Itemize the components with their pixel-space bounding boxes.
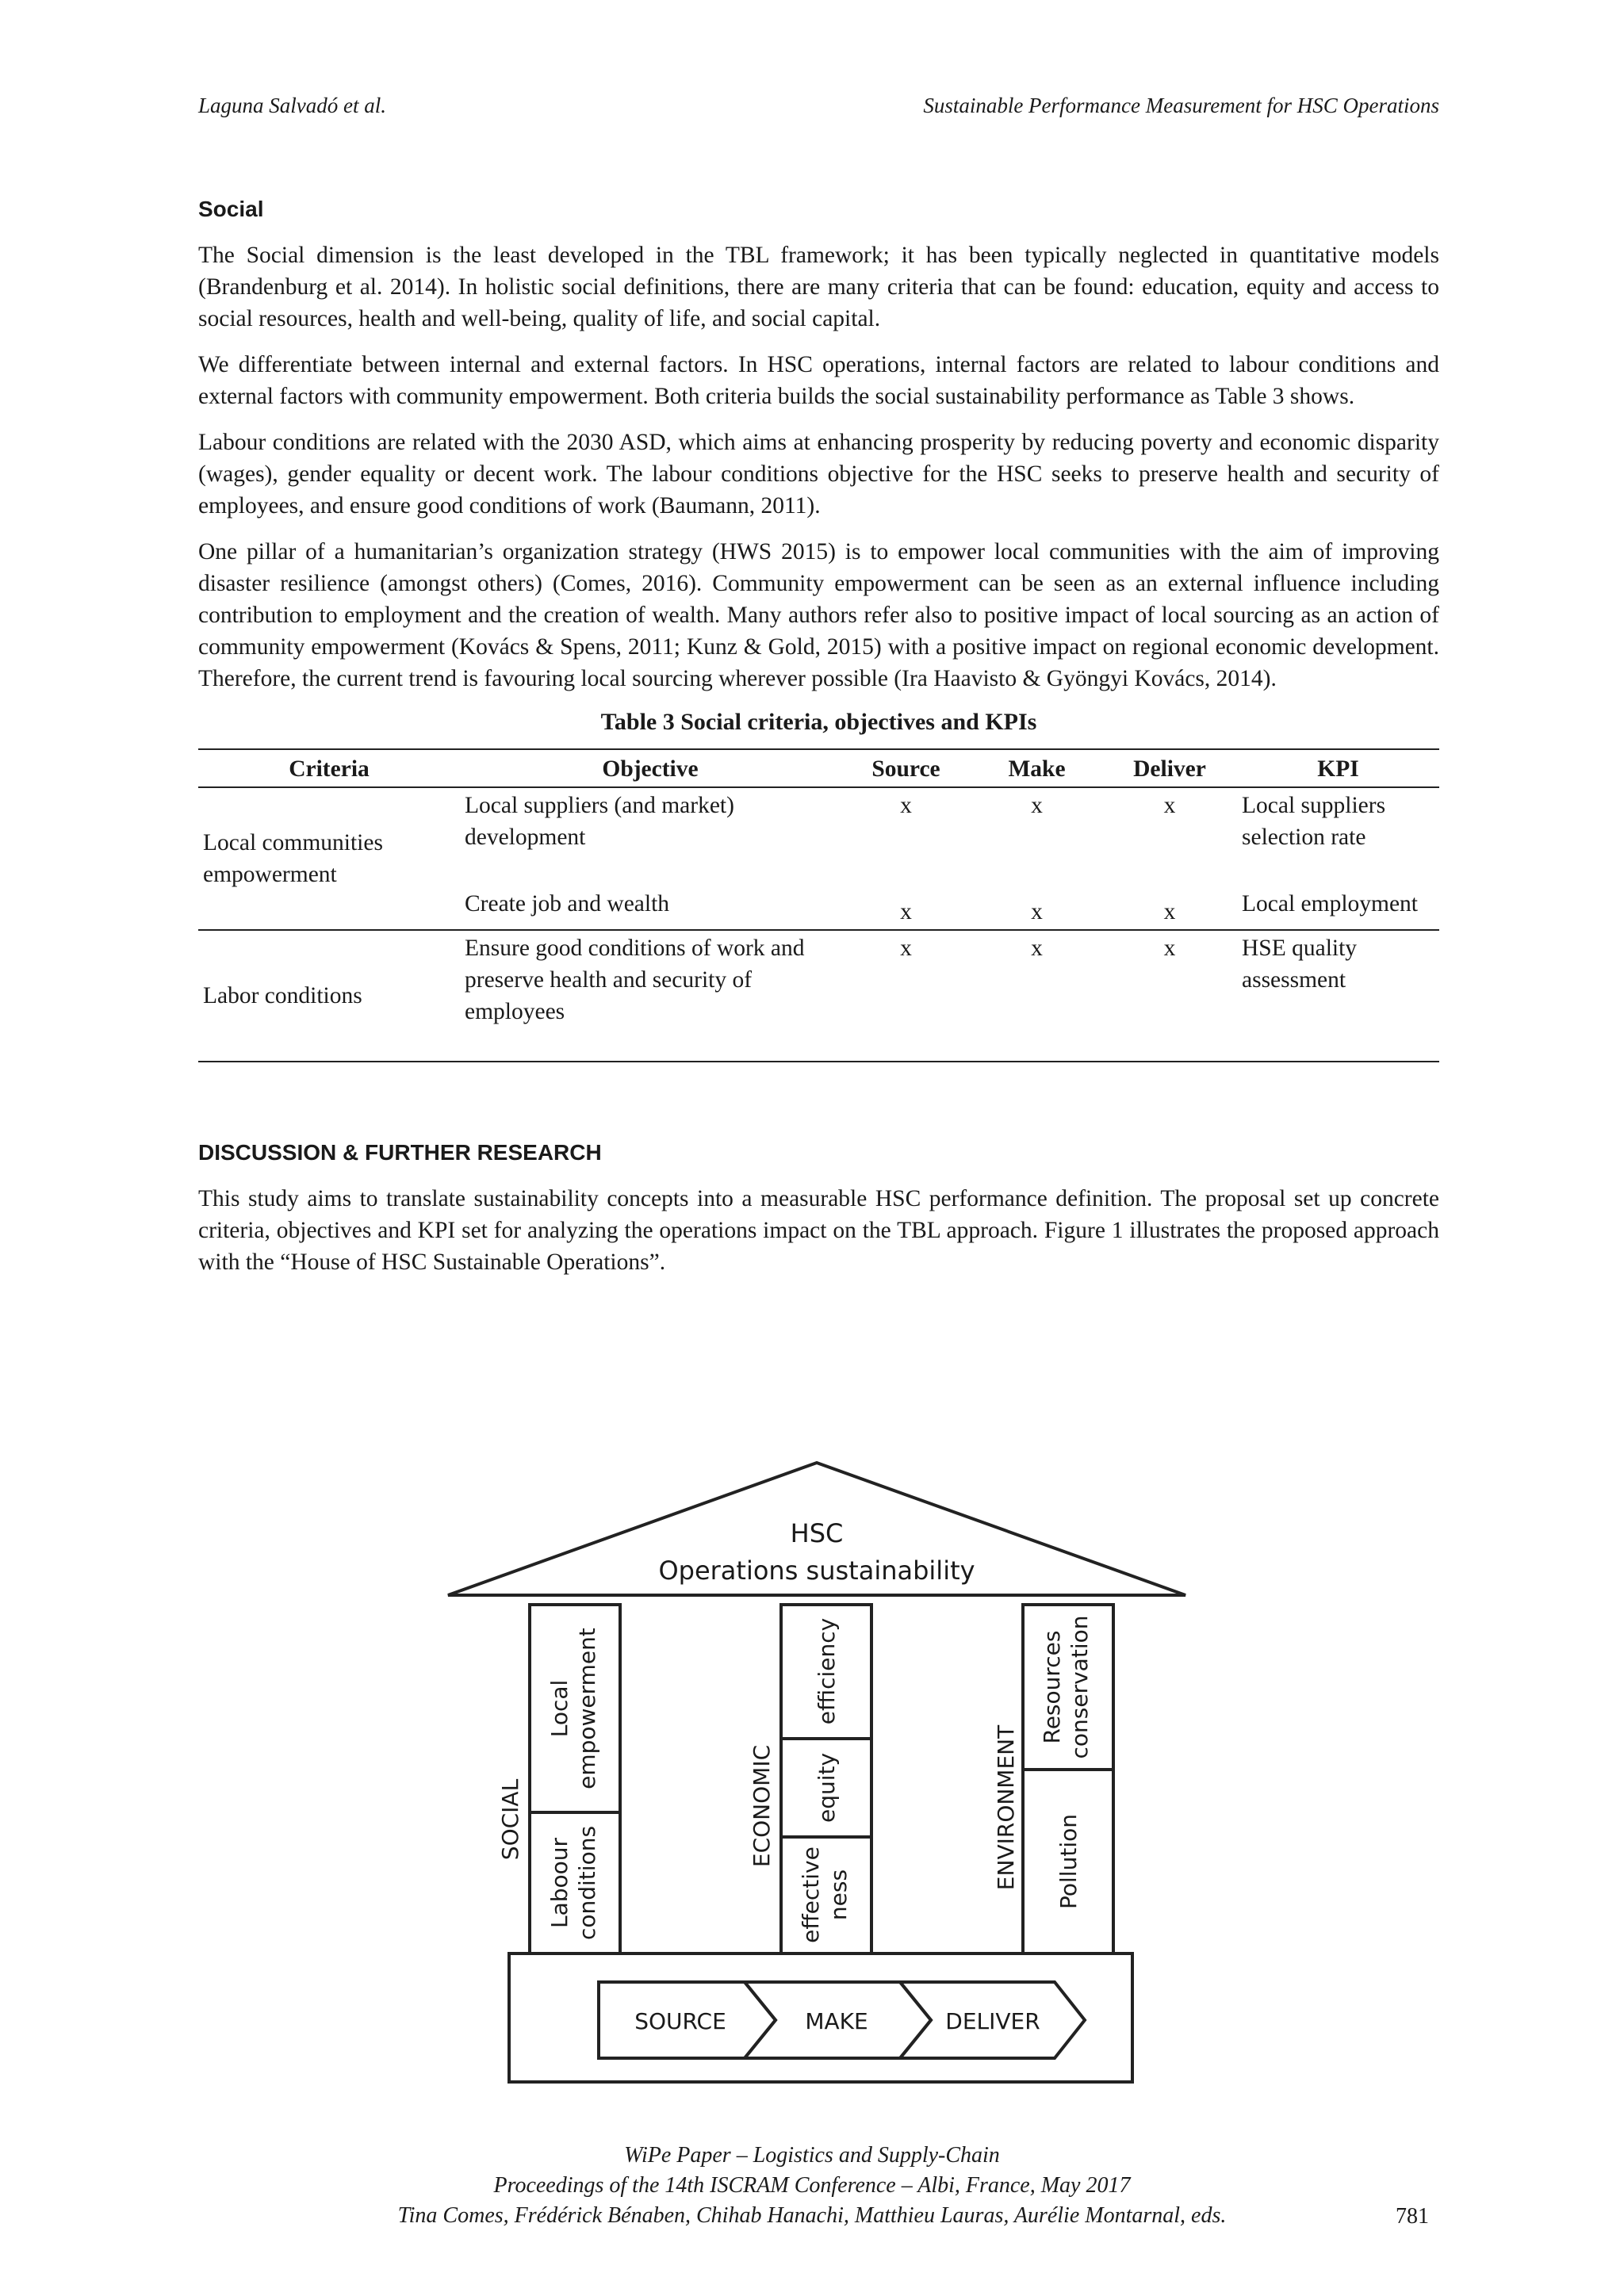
process-source-label: SOURCE [634,2008,726,2034]
footer-line-1: WiPe Paper – Logistics and Supply-Chain [624,2143,1000,2168]
footer-line-2: Proceedings of the 14th ISCRAM Conference – Albi, France, May 2017 [493,2173,1131,2198]
kpi-cell: Local suppliers selection rate [1242,793,1386,850]
page-number: 781 [1396,2204,1429,2229]
criteria-cell: Local communities empowerment [198,787,460,930]
social-lower-line1: Laboour [546,1837,573,1929]
kpi-cell: HSE quality assessment [1237,930,1439,1062]
make-mark: x [971,930,1102,1062]
main-content [198,197,1439,1292]
environment-lower: Pollution [1055,1814,1082,1909]
col-header-make: Make [971,749,1102,787]
process-make-label: MAKE [805,2008,868,2034]
objective-cell: Local suppliers (and market) development [465,793,734,850]
social-label: SOCIAL [497,1778,523,1861]
make-mark: x [971,886,1102,930]
make-mark: x [1031,793,1043,818]
col-header-criteria: Criteria [198,749,460,787]
economic-bottom-line2: ness [825,1869,852,1921]
roof-title-line1: HSC [790,1518,844,1548]
col-header-deliver: Deliver [1102,749,1237,787]
paragraph-4: One pillar of a humanitarian’s organization strategy (HWS 2015) is to empower local communities with the aim of improving disaster resilience (amongst others) (Comes, 2016). Community empowerment can be seen as an external influence including contribution to employment and the creation of wealth. Many authors refer also to positive impact of local sourcing as an action of community empowerment (Kovács & Spens, 2011; Kunz & Gold, 2015) with a positive impact on regional economic development. Therefore, the current trend is favouring local sourcing wherever possible (Ira Haavisto & Gyöngyi Kovács, 2014). [198,539,1439,691]
economic-middle: equity [814,1752,840,1823]
section-title-social: Social [198,197,264,221]
table-row [198,930,1439,1062]
col-header-objective: Objective [460,749,841,787]
col-header-kpi: KPI [1237,749,1439,787]
social-upper-line1: Local [546,1679,573,1738]
page-footer [0,2141,1624,2231]
environment-upper-line2: conservation [1067,1615,1093,1759]
objective-cell: Ensure good conditions of work and preserve health and security of employees [460,930,841,1062]
house-of-hsc-figure [444,1459,1189,2085]
deliver-mark: x [1102,930,1237,1062]
paragraph-1: The Social dimension is the least developed in the TBL framework; it has been typically neglected in quantitative models (Brandenburg et al. 2014). In holistic social definitions, there are many criteria that can be found: education, equity and access to social resources, health and well-being, quality of life, and social capital. [198,243,1439,331]
table-caption: Table 3 Social criteria, objectives and KPIs [600,709,1037,735]
col-header-source: Source [841,749,971,787]
roof-title-line2: Operations sustainability [658,1556,975,1586]
economic-label: ECONOMIC [749,1744,775,1868]
social-criteria-table [198,748,1439,1062]
objective-cell: Create job and wealth [460,886,841,930]
house-diagram [444,1459,1189,2085]
paragraph-2: We differentiate between internal and external factors. In HSC operations, internal factors are related to labour conditions and external factors with community empowerment. Both criteria builds the social sustainability performance as Table 3 shows. [198,352,1439,409]
criteria-cell: Labor conditions [198,930,460,1062]
environment-label: ENVIRONMENT [993,1724,1019,1891]
source-mark: x [900,793,912,818]
source-mark: x [841,886,971,930]
kpi-cell: Local employment [1237,886,1439,930]
deliver-mark: x [1102,886,1237,930]
deliver-mark: x [1163,793,1176,818]
footer-line-3: Tina Comes, Frédérick Bénaben, Chihab Hanachi, Matthieu Lauras, Aurélie Montarnal, eds. [397,2203,1227,2228]
paragraph-3: Labour conditions are related with the 2030 ASD, which aims at enhancing prosperity by reducing poverty and economic disparity (wages), gender equality or decent work. The labour conditions objective for the HSC seeks to preserve health and security of employees, and ensure good conditions of work (Baumann, 2011). [198,430,1439,519]
environment-upper-line1: Resources [1039,1630,1065,1744]
economic-top: efficiency [814,1617,840,1725]
table-row [198,787,1439,886]
running-header-title: Sustainable Performance Measurement for HSC Operations [923,94,1439,117]
running-header-authors: Laguna Salvadó et al. [198,94,386,117]
discussion-paragraph: This study aims to translate sustainability concepts into a measurable HSC performance definition. The proposal set up concrete criteria, objectives and KPI set for analyzing the operations impact on the TBL approach. Figure 1 illustrates the proposed approach with the “House of HSC Sustainable Operations”. [198,1186,1439,1275]
economic-bottom-line1: effective [798,1846,824,1943]
section-title-discussion: DISCUSSION & FURTHER RESEARCH [198,1140,602,1165]
social-upper-line2: empowerment [574,1628,600,1789]
table-header-row [198,749,1439,787]
process-deliver-label: DELIVER [945,2008,1040,2034]
source-mark: x [841,930,971,1062]
social-lower-line2: conditions [574,1825,600,1941]
